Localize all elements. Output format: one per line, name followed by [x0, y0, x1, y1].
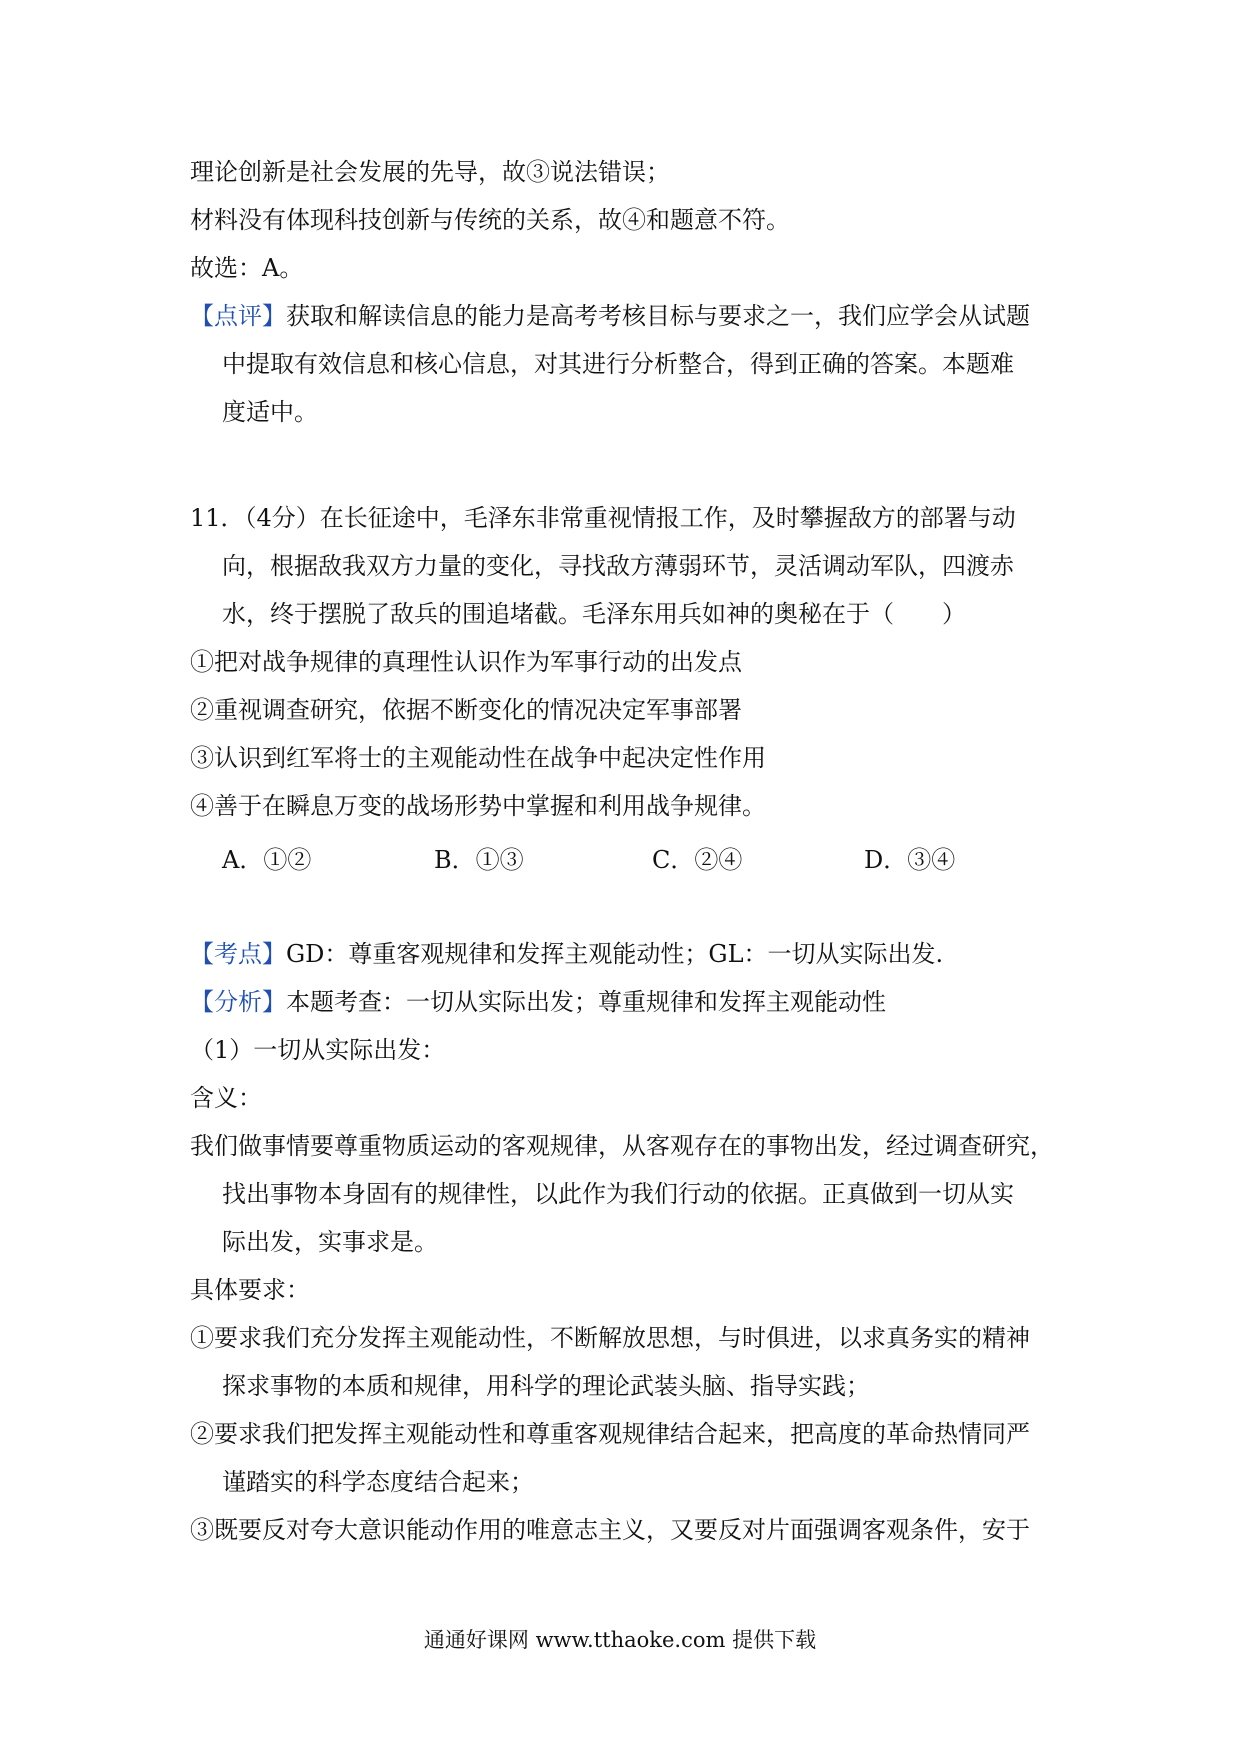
- analysis-point: （1）一切从实际出发：: [190, 1036, 446, 1064]
- requirement-line: ①要求我们充分发挥主观能动性，不断解放思想，与时俱进，以求真务实的精神: [190, 1324, 1030, 1352]
- option-b: B．①③: [434, 846, 524, 874]
- requirement-line: ②要求我们把发挥主观能动性和尊重客观规律结合起来，把高度的革命热情同严: [190, 1420, 1030, 1448]
- text-line: 材料没有体现科技创新与传统的关系，故④和题意不符。: [190, 206, 790, 234]
- statement-3: ③认识到红军将士的主观能动性在战争中起决定性作用: [190, 744, 766, 772]
- option-a: A．①②: [222, 846, 312, 874]
- meaning-line: 我们做事情要尊重物质运动的客观规律，从客观存在的事物出发，经过调查研究，: [190, 1132, 1054, 1160]
- page-footer: 通通好课网 www.tthaoke.com 提供下载: [423, 1628, 817, 1652]
- question-line: 11．（4分）在长征途中，毛泽东非常重视情报工作，及时攀握敌方的部署与动: [190, 504, 1016, 532]
- review-text: 获取和解读信息的能力是高考考核目标与要求之一，我们应学会从试题: [286, 302, 1030, 330]
- meaning-label: 含义：: [190, 1084, 262, 1112]
- review-tag: 【点评】: [190, 302, 286, 330]
- requirements-label: 具体要求：: [190, 1276, 310, 1304]
- review-line: 中提取有效信息和核心信息，对其进行分析整合，得到正确的答案。本题难: [222, 350, 1014, 378]
- fenxi-tag: 【分析】: [190, 988, 286, 1016]
- answer-options: [222, 844, 982, 876]
- statement-1: ①把对战争规律的真理性认识作为军事行动的出发点: [190, 648, 742, 676]
- kaodian-text: GD：尊重客观规律和发挥主观能动性；GL：一切从实际出发.: [286, 940, 944, 968]
- text-line: 理论创新是社会发展的先导，故③说法错误；: [190, 158, 670, 186]
- question-line: 水，终于摆脱了敌兵的围追堵截。毛泽东用兵如神的奥秘在于（ ）: [222, 600, 966, 628]
- answer-line: 故选：A。: [190, 254, 304, 282]
- review-line: [190, 300, 1030, 332]
- requirement-line: ③既要反对夸大意识能动作用的唯意志主义，又要反对片面强调客观条件，安于: [190, 1516, 1030, 1544]
- statement-4: ④善于在瞬息万变的战场形势中掌握和利用战争规律。: [190, 792, 766, 820]
- requirement-line: 探求事物的本质和规律，用科学的理论武装头脑、指导实践；: [222, 1372, 870, 1400]
- question-line: 向，根据敌我双方力量的变化，寻找敌方薄弱环节，灵活调动军队，四渡赤: [222, 552, 1014, 580]
- review-line: 度适中。: [222, 398, 318, 426]
- kaodian-tag: 【考点】: [190, 940, 286, 968]
- kaodian-line: [190, 938, 943, 970]
- fenxi-line: [190, 986, 886, 1018]
- requirement-line: 谨踏实的科学态度结合起来；: [222, 1468, 534, 1496]
- option-d: D．③④: [864, 846, 956, 874]
- option-c: C．②④: [652, 846, 743, 874]
- statement-2: ②重视调查研究，依据不断变化的情况决定军事部署: [190, 696, 742, 724]
- meaning-line: 际出发，实事求是。: [222, 1228, 438, 1256]
- meaning-line: 找出事物本身固有的规律性，以此作为我们行动的依据。正真做到一切从实: [222, 1180, 1014, 1208]
- fenxi-text: 本题考查：一切从实际出发；尊重规律和发挥主观能动性: [286, 988, 886, 1016]
